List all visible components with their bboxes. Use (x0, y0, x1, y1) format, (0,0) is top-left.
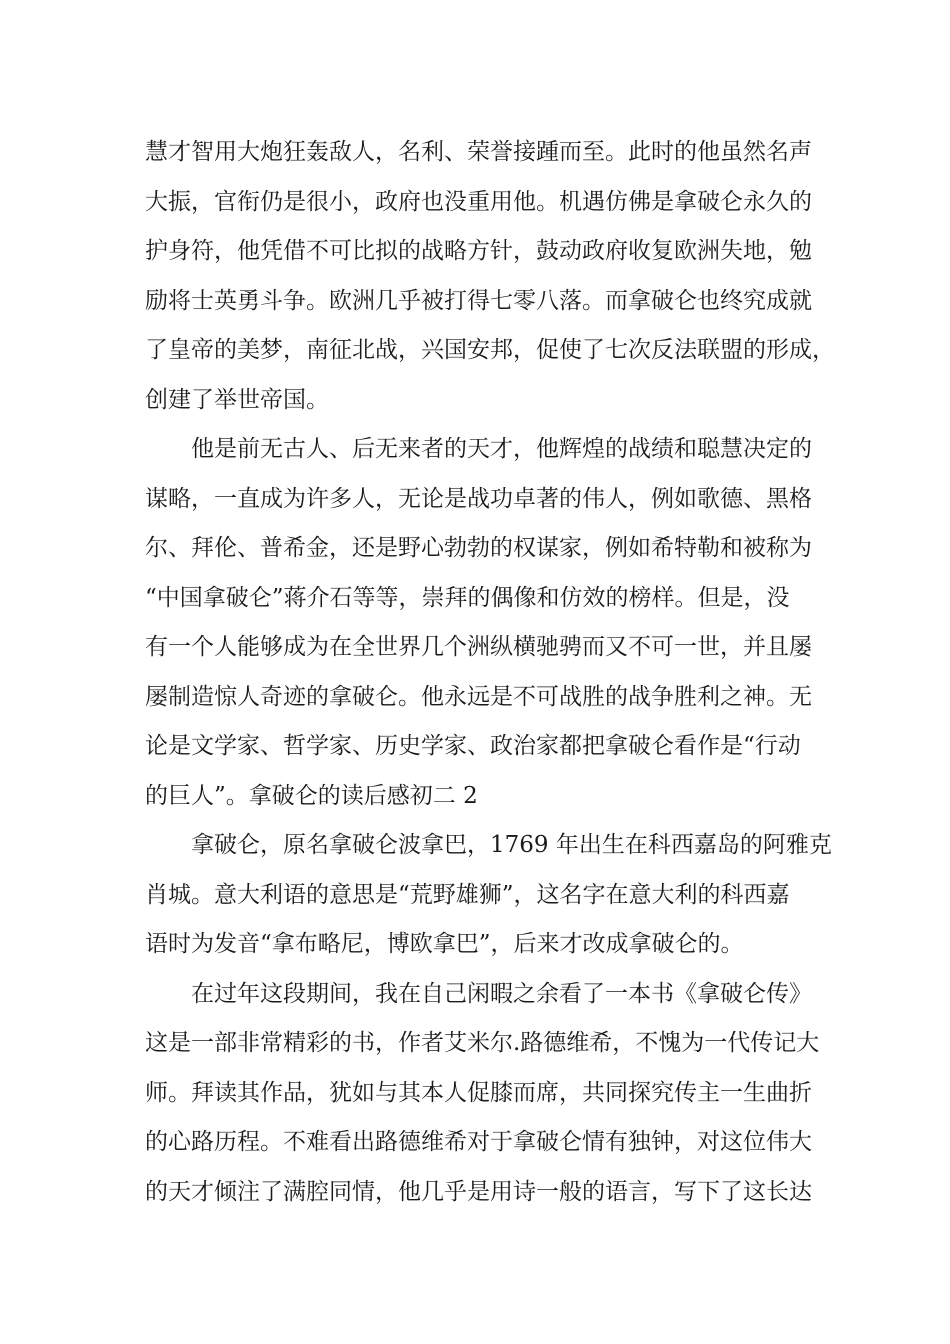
paragraph-1 (145, 128, 835, 425)
text-line: 尔、拜伦、普希金，还是野心勃勃的权谋家，例如希特勒和被称为 (145, 535, 812, 561)
text-line: 有一个人能够成为在全世界几个洲纵横驰骋而又不可一世，并且屡 (145, 634, 812, 660)
text-line: 的天才倾注了满腔同情，他几乎是用诗一般的语言，写下了这长达 (145, 1178, 812, 1205)
text-line: “中国拿破仑”蒋介石等等，崇拜的偶像和仿效的榜样。但是，没 (145, 584, 790, 611)
text-line: 励将士英勇斗争。欧洲几乎被打得七零八落。而拿破仑也终究成就 (145, 287, 812, 314)
text-line: 在过年这段期间，我在自己闲暇之余看了一本书《拿破仑传》 (191, 980, 812, 1007)
text-line: 的心路历程。不难看出路德维希对于拿破仑情有独钟，对这位伟大 (145, 1129, 812, 1155)
text-line: 大振，官衔仍是很小，政府也没重用他。机遇仿佛是拿破仑永久的 (145, 188, 812, 215)
text-line: 师。拜读其作品，犹如与其本人促膝而席，共同探究传主一生曲折 (145, 1079, 812, 1106)
paragraph-3 (145, 821, 832, 970)
paragraph-4 (145, 970, 820, 1218)
text-line: 创建了举世帝国。 (145, 386, 329, 413)
document-body (145, 128, 835, 1217)
paragraph-2 (145, 425, 815, 821)
text-line: 拿破仑，原名拿破仑波拿巴，1769 年出生在科西嘉岛的阿雅克 (191, 832, 832, 858)
text-line: 这是一部非常精彩的书，作者艾米尔.路德维希，不愧为一代传记大 (145, 1030, 820, 1056)
text-line: 语时为发音“拿布略尼，博欧拿巴”，后来才改成拿破仑的。 (145, 931, 744, 957)
text-line: 谋略，一直成为许多人，无论是战功卓著的伟人，例如歌德、黑格 (145, 485, 812, 512)
text-line: 了皇帝的美梦，南征北战，兴国安邦，促使了七次反法联盟的形成， (145, 337, 835, 363)
text-line: 的巨人”。拿破仑的读后感初二 2 (145, 782, 478, 809)
text-line: 论是文学家、哲学家、历史学家、政治家都把拿破仑看作是“行动 (145, 733, 801, 759)
text-line: 护身符，他凭借不可比拟的战略方针，鼓动政府收复欧洲失地，勉 (145, 238, 812, 264)
text-line: 慧才智用大炮狂轰敌人，名利、荣誉接踵而至。此时的他虽然名声 (145, 139, 812, 165)
text-line: 他是前无古人、后无来者的天才，他辉煌的战绩和聪慧决定的 (191, 436, 812, 462)
text-line: 屡制造惊人奇迹的拿破仑。他永远是不可战胜的战争胜利之神。无 (145, 683, 812, 710)
text-line: 肖城。意大利语的意思是“荒野雄狮”，这名字在意大利的科西嘉 (145, 881, 790, 908)
